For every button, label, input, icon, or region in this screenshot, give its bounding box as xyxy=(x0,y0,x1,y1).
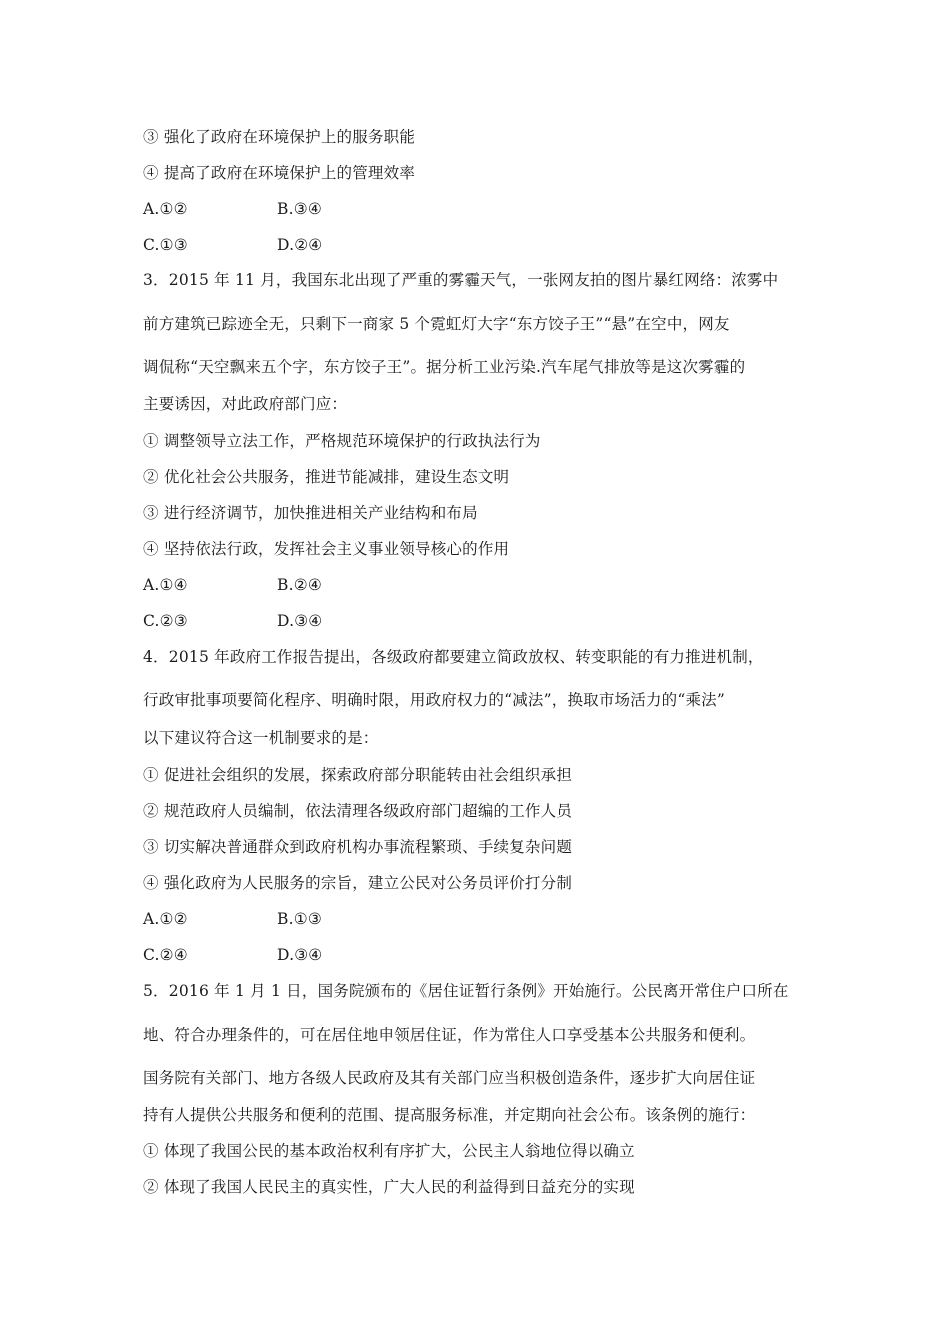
q3-stem-line-4: 主要诱因，对此政府部门应： xyxy=(143,395,348,413)
q4-option-a: A.①② xyxy=(143,910,188,928)
q3-item-2: ② 优化社会公共服务，推进节能减排，建设生态文明 xyxy=(143,468,510,486)
q5-item-1: ① 体现了我国公民的基本政治权利有序扩大，公民主人翁地位得以确立 xyxy=(143,1142,635,1160)
q5-stem-line-1: 5．2016 年 1 月 1 日，国务院颁布的《居住证暂行条例》开始施行。公民离开常住户口所在 xyxy=(143,982,789,1000)
q4-item-1: ① 促进社会组织的发展，探索政府部分职能转由社会组织承担 xyxy=(143,766,573,784)
q3-option-c: C.②③ xyxy=(143,612,188,630)
q3-item-3: ③ 进行经济调节，加快推进相关产业结构和布局 xyxy=(143,504,478,522)
q4-item-3: ③ 切实解决普通群众到政府机构办事流程繁琐、手续复杂问题 xyxy=(143,838,573,856)
q4-option-d: D.③④ xyxy=(277,946,323,964)
q2-item-4: ④ 提高了政府在环境保护上的管理效率 xyxy=(143,164,416,182)
q3-stem-line-1: 3．2015 年 11 月，我国东北出现了严重的雾霾天气，一张网友拍的图片暴红网络：浓雾中 xyxy=(143,271,779,289)
q2-option-b: B.③④ xyxy=(277,200,322,218)
q4-stem-line-1: 4．2015 年政府工作报告提出，各级政府都要建立简政放权、转变职能的有力推进机制， xyxy=(143,648,764,666)
q5-stem-line-2: 地、符合办理条件的，可在居住地申领居住证，作为常住人口享受基本公共服务和便利。 xyxy=(143,1026,756,1044)
q4-option-c: C.②④ xyxy=(143,946,188,964)
q3-option-d: D.③④ xyxy=(277,612,323,630)
q4-item-4: ④ 强化政府为人民服务的宗旨，建立公民对公务员评价打分制 xyxy=(143,874,573,892)
q2-option-d: D.②④ xyxy=(277,236,323,254)
q3-item-4: ④ 坚持依法行政，发挥社会主义事业领导核心的作用 xyxy=(143,540,510,558)
q4-stem-line-2: 行政审批事项要简化程序、明确时限，用政府权力的“减法”，换取市场活力的“乘法” xyxy=(143,691,725,709)
q4-item-2: ② 规范政府人员编制，依法清理各级政府部门超编的工作人员 xyxy=(143,802,573,820)
q2-option-a: A.①② xyxy=(143,200,188,218)
q2-option-c: C.①③ xyxy=(143,236,188,254)
q3-option-a: A.①④ xyxy=(143,576,188,594)
q2-item-3: ③ 强化了政府在环境保护上的服务职能 xyxy=(143,128,416,146)
q3-stem-line-2: 前方建筑已踪迹全无，只剩下一商家 5 个霓虹灯大字“东方饺子王”“悬”在空中，网友 xyxy=(143,315,730,333)
q5-stem-line-3: 国务院有关部门、地方各级人民政府及其有关部门应当积极创造条件，逐步扩大向居住证 xyxy=(143,1069,756,1087)
q4-stem-line-3: 以下建议符合这一机制要求的是： xyxy=(143,729,379,747)
q3-item-1: ① 调整领导立法工作，严格规范环境保护的行政执法行为 xyxy=(143,432,541,450)
q5-stem-line-4: 持有人提供公共服务和便利的范围、提高服务标准，并定期向社会公布。该条例的施行： xyxy=(143,1106,756,1124)
q5-item-2: ② 体现了我国人民民主的真实性，广大人民的利益得到日益充分的实现 xyxy=(143,1178,635,1196)
q3-stem-line-3: 调侃称“天空飘来五个字，东方饺子王”。据分析工业污染.汽车尾气排放等是这次雾霾的 xyxy=(143,358,746,376)
q3-option-b: B.②④ xyxy=(277,576,322,594)
q4-option-b: B.①③ xyxy=(277,910,322,928)
